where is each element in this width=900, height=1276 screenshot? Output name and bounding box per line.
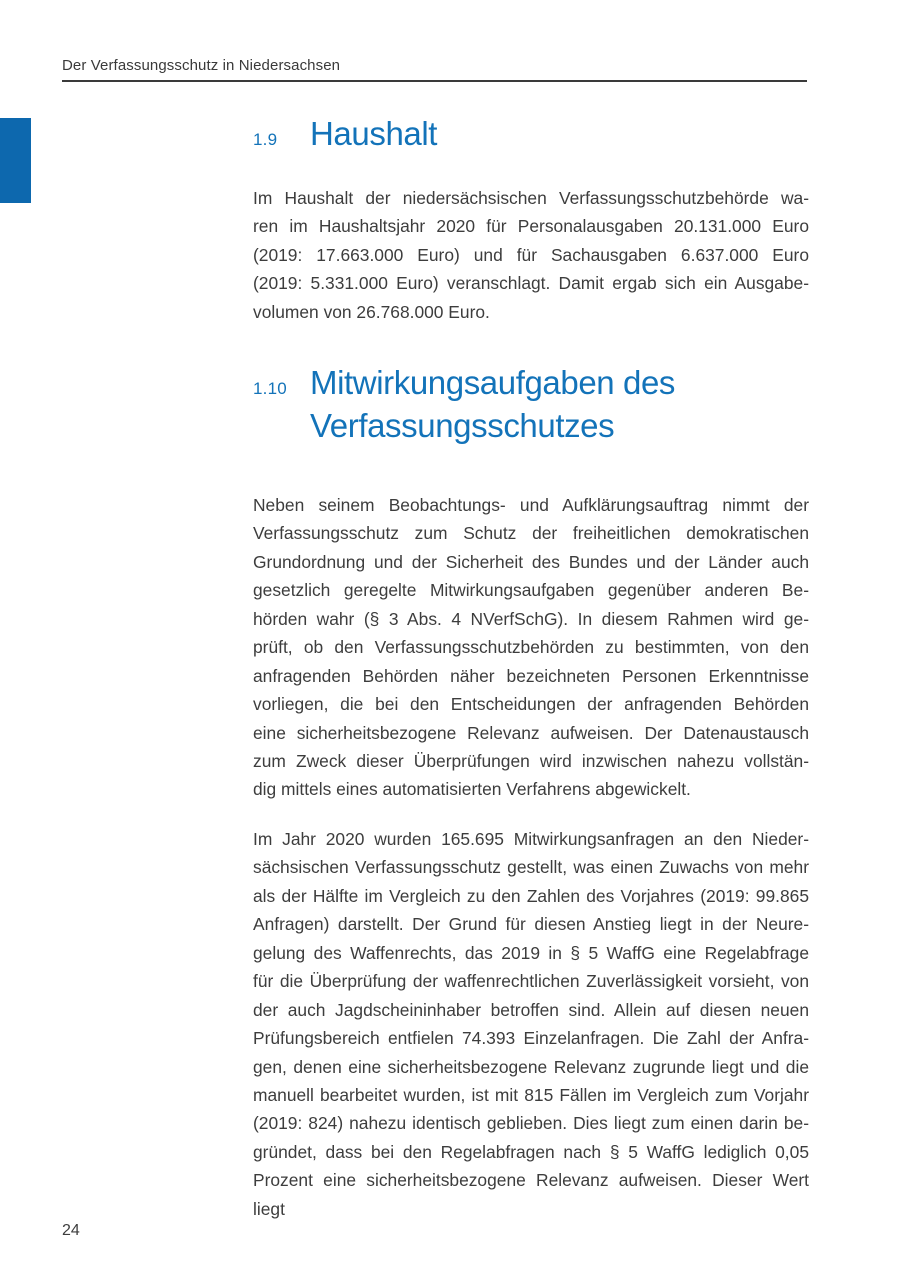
section-title-line-2: Verfassungsschutzes — [310, 407, 615, 444]
page-number: 24 — [62, 1222, 80, 1239]
header-rule-divider — [62, 80, 807, 82]
text-line: Verfassungsschutz zum Schutz der freiheitlichen demokratischen — [253, 523, 809, 544]
paragraph-mitwirkung-zahlen — [253, 825, 809, 1219]
text-line: volumen von 26.768.000 Euro. — [253, 301, 490, 322]
text-line: Im Haushalt der niedersächsischen Verfassungsschutzbehörde wa- — [253, 188, 809, 208]
text-line: dig mittels eines automatisierten Verfahrens abgewickelt. — [253, 779, 691, 800]
text-line: sächsischen Verfassungsschutz gestellt, was einen Zuwachs von mehr — [253, 857, 809, 878]
text-line: hörden wahr (§ 3 Abs. 4 NVerfSchG). In diesem Rahmen wird ge- — [253, 608, 809, 629]
text-line: für die Überprüfung der waffenrechtlichen Zuverlässigkeit vorsieht, von — [253, 971, 809, 992]
text-line: vorliegen, die bei den Entscheidungen der anfragenden Behörden — [253, 694, 809, 715]
text-line: als der Hälfte im Vergleich zu den Zahlen des Vorjahres (2019: 99.865 — [253, 885, 809, 906]
text-line: der auch Jagdscheininhaber betroffen sind. Allein auf diesen neuen — [253, 999, 809, 1020]
text-line: Neben seinem Beobachtungs- und Aufklärungsauftrag nimmt der — [253, 495, 809, 515]
text-line: gelung des Waffenrechts, das 2019 in § 5 WaffG eine Regelabfrage — [253, 942, 809, 963]
section-number: 1.10 — [253, 379, 287, 398]
text-line: prüft, ob den Verfassungsschutzbehörden zu bestimmten, von den — [253, 637, 809, 658]
text-line: Prozent eine sicherheitsbezogene Relevanz aufweisen. Dieser Wert liegt — [253, 1170, 809, 1219]
text-line: anfragenden Behörden näher bezeichneten Personen Erkenntnisse — [253, 665, 809, 686]
text-line: zum Zweck dieser Überprüfungen wird inzwischen nahezu vollstän- — [253, 750, 809, 771]
text-line: Anfragen) darstellt. Der Grund für diesen Anstieg liegt in der Neure- — [253, 914, 809, 935]
text-line: (2019: 17.663.000 Euro) und für Sachausgaben 6.637.000 Euro — [253, 244, 809, 265]
section-heading-1-10 — [253, 361, 853, 447]
paragraph-mitwirkung-intro — [253, 491, 809, 804]
text-line: manuell bearbeitet wurden, ist mit 815 Fällen im Vergleich zum Vorjahr — [253, 1084, 809, 1105]
paragraph-haushalt — [253, 184, 809, 326]
section-title: Haushalt — [310, 115, 438, 152]
chapter-accent-bar — [0, 118, 31, 203]
text-line: gesetzlich geregelte Mitwirkungsaufgaben gegenüber anderen Be- — [253, 580, 809, 601]
running-header: Der Verfassungsschutz in Niedersachsen — [62, 57, 341, 74]
section-title — [310, 361, 675, 447]
text-line: (2019: 824) nahezu identisch geblieben. Dies liegt zum einen darin be- — [253, 1113, 809, 1134]
text-line: Grundordnung und der Sicherheit des Bundes und der Länder auch — [253, 551, 809, 572]
text-line: Im Jahr 2020 wurden 165.695 Mitwirkungsanfragen an den Nieder- — [253, 829, 809, 849]
text-line: gen, denen eine sicherheitsbezogene Relevanz zugrunde liegt und die — [253, 1056, 809, 1077]
text-line: (2019: 5.331.000 Euro) veranschlagt. Damit ergab sich ein Ausgabe- — [253, 273, 809, 294]
text-line: Prüfungsbereich entfielen 74.393 Einzelanfragen. Die Zahl der Anfra- — [253, 1028, 809, 1049]
text-line: eine sicherheitsbezogene Relevanz aufweisen. Der Datenaustausch — [253, 722, 809, 743]
text-line: gründet, dass bei den Regelabfragen nach § 5 WaffG lediglich 0,05 — [253, 1141, 809, 1162]
text-line: ren im Haushaltsjahr 2020 für Personalausgaben 20.131.000 Euro — [253, 216, 809, 237]
section-number: 1.9 — [253, 130, 278, 149]
section-heading-1-9 — [253, 112, 853, 155]
section-title-line-1: Mitwirkungsaufgaben des — [310, 364, 676, 401]
